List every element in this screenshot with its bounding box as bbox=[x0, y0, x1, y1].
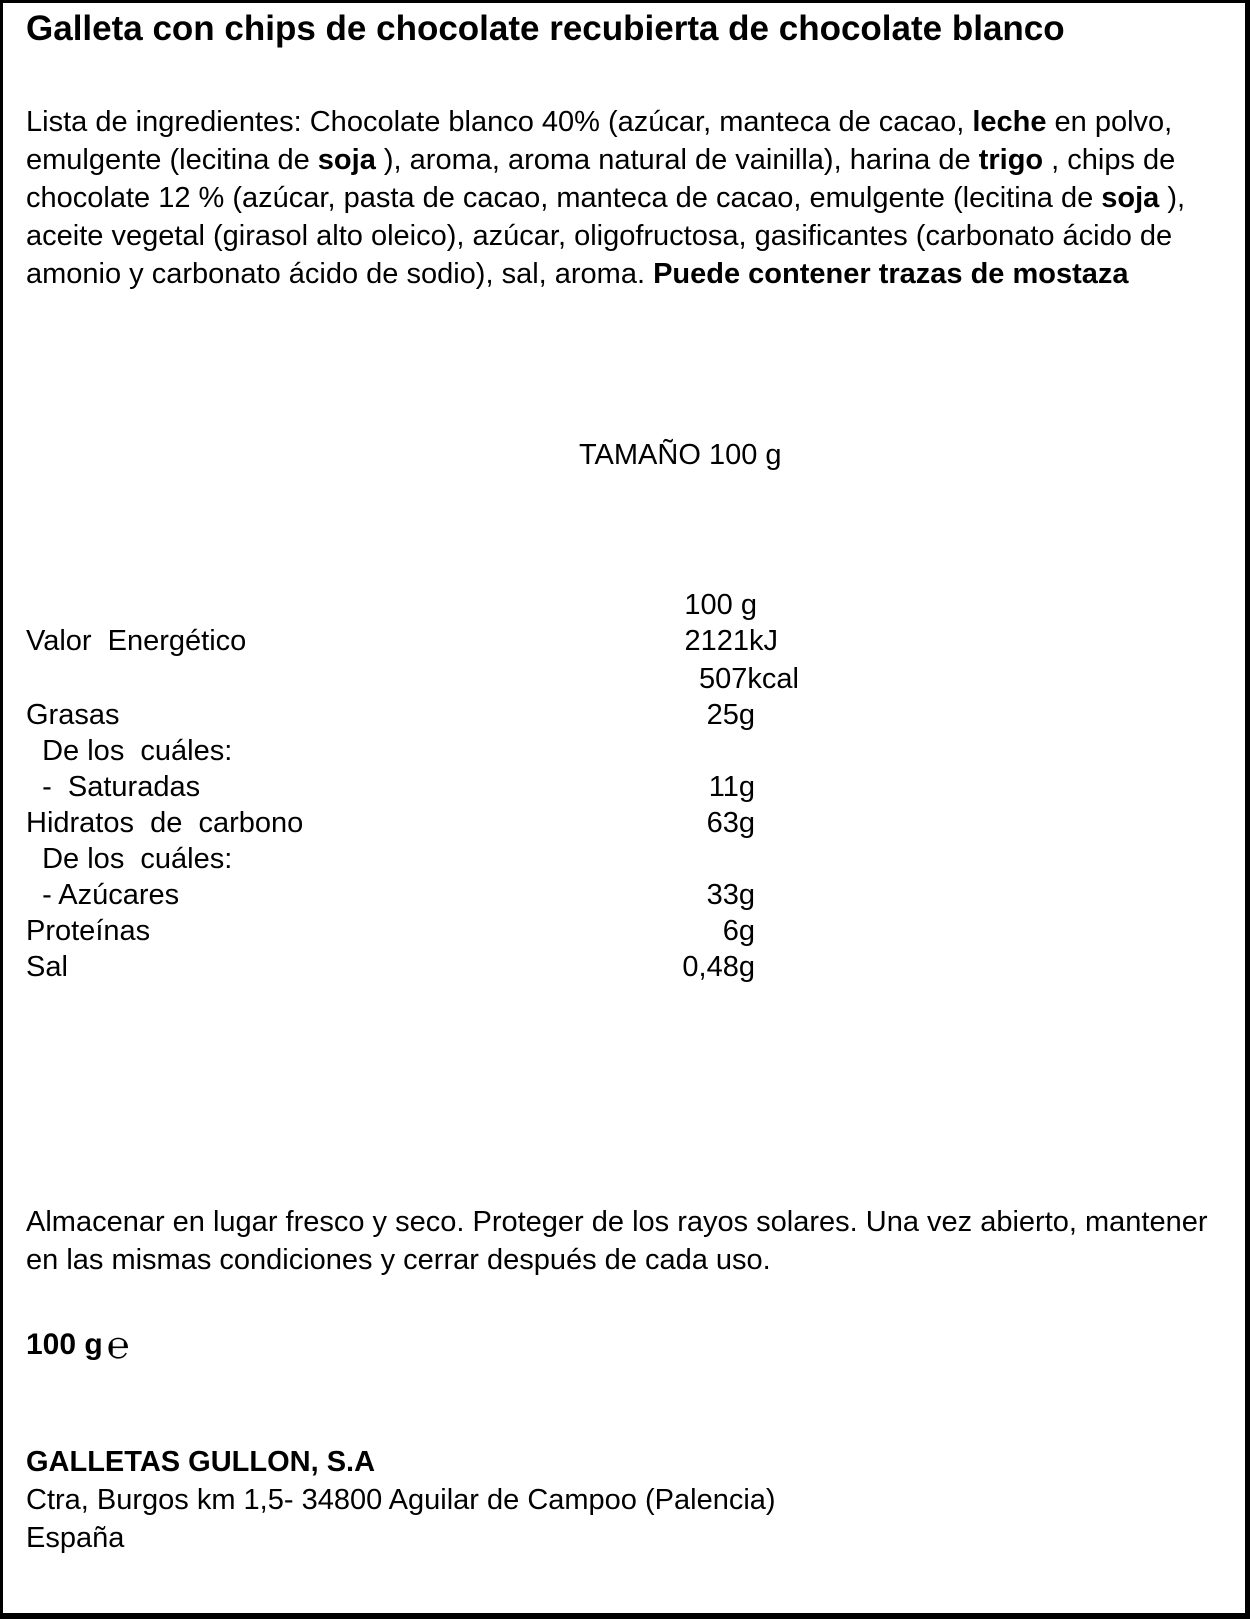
serving-size-header: TAMAÑO 100 g bbox=[579, 439, 782, 471]
ingredients-segment: ), aceite vegetal (girasol alto oleico), azúcar, oligofructosa, gasificantes (carbonato ácido de amonio y carbonato ácido de sodio), sal, aroma. bbox=[26, 182, 1186, 290]
nutrition-label: Proteínas bbox=[26, 915, 151, 947]
nutrition-row-energy-kcal bbox=[26, 661, 826, 697]
nutrition-label: De los cuáles: bbox=[26, 735, 233, 767]
nutrition-row-of-which bbox=[26, 841, 826, 877]
nutrition-row-of-which bbox=[26, 733, 826, 769]
ingredients-segment: ), aroma, aroma natural de vainilla), harina de bbox=[375, 144, 979, 176]
nutrition-label: De los cuáles: bbox=[26, 843, 233, 875]
nutrition-column-header: 100 g bbox=[684, 589, 757, 621]
nutrition-label: Valor Energético bbox=[26, 625, 247, 657]
nutrition-label: Sal bbox=[26, 951, 68, 983]
nutrition-row-sugars bbox=[26, 877, 826, 913]
nutrition-value: 11g bbox=[708, 771, 755, 803]
nutrition-label: Grasas bbox=[26, 699, 120, 731]
manufacturer-country: España bbox=[26, 1522, 125, 1554]
net-weight-value: 100 g bbox=[26, 1328, 103, 1361]
manufacturer-address: Ctra, Burgos km 1,5- 34800 Aguilar de Campoo (Palencia) bbox=[26, 1484, 776, 1516]
nutrition-value: 507kcal bbox=[699, 663, 799, 695]
nutrition-value: 0,48g bbox=[682, 951, 755, 983]
nutrition-label: - Azúcares bbox=[26, 879, 180, 911]
ingredients-segment: Lista de ingredientes: Chocolate blanco 40% (azúcar, manteca de cacao, bbox=[26, 106, 973, 138]
nutrition-label: - Saturadas bbox=[26, 771, 201, 803]
ingredients-segment: en polvo, emulgente (lecitina de bbox=[26, 106, 1173, 176]
nutrition-value: 6g bbox=[722, 915, 755, 947]
ingredients-segment: , chips de chocolate 12 % (azúcar, pasta de cacao, manteca de cacao, emulgente (lecitina de bbox=[26, 144, 1176, 214]
product-label bbox=[3, 3, 1245, 1613]
manufacturer-info bbox=[26, 1443, 1026, 1557]
nutrition-value: 2121kJ bbox=[684, 625, 778, 657]
trace-warning: Puede contener trazas de mostaza bbox=[653, 258, 1129, 290]
nutrition-row-saturated bbox=[26, 769, 826, 805]
nutrition-row-carbohydrates bbox=[26, 805, 826, 841]
nutrition-value: 63g bbox=[706, 807, 755, 839]
nutrition-row-salt bbox=[26, 949, 826, 985]
ingredients-list bbox=[26, 103, 1226, 293]
nutrition-value: 33g bbox=[706, 879, 755, 911]
nutrition-row-fat bbox=[26, 697, 826, 733]
product-title: Galleta con chips de chocolate recubierta de chocolate blanco bbox=[26, 9, 1065, 48]
allergen-soja: soja bbox=[1101, 182, 1160, 214]
allergen-soja: soja bbox=[317, 144, 376, 176]
manufacturer-name: GALLETAS GULLON, S.A bbox=[26, 1446, 376, 1478]
nutrition-label: Hidratos de carbono bbox=[26, 807, 304, 839]
net-weight bbox=[26, 1325, 130, 1365]
allergen-trigo: trigo bbox=[978, 144, 1044, 176]
nutrition-column-header-row bbox=[26, 587, 826, 623]
nutrition-value: 25g bbox=[706, 699, 755, 731]
storage-instructions: Almacenar en lugar fresco y seco. Proteger de los rayos solares. Una vez abierto, mantener en las mismas condiciones y cerrar después de cada uso. bbox=[26, 1206, 1208, 1276]
estimated-sign-icon: ℮ bbox=[106, 1323, 130, 1367]
allergen-leche: leche bbox=[972, 106, 1047, 138]
nutrition-row-energy-kj bbox=[26, 623, 826, 659]
nutrition-row-protein bbox=[26, 913, 826, 949]
